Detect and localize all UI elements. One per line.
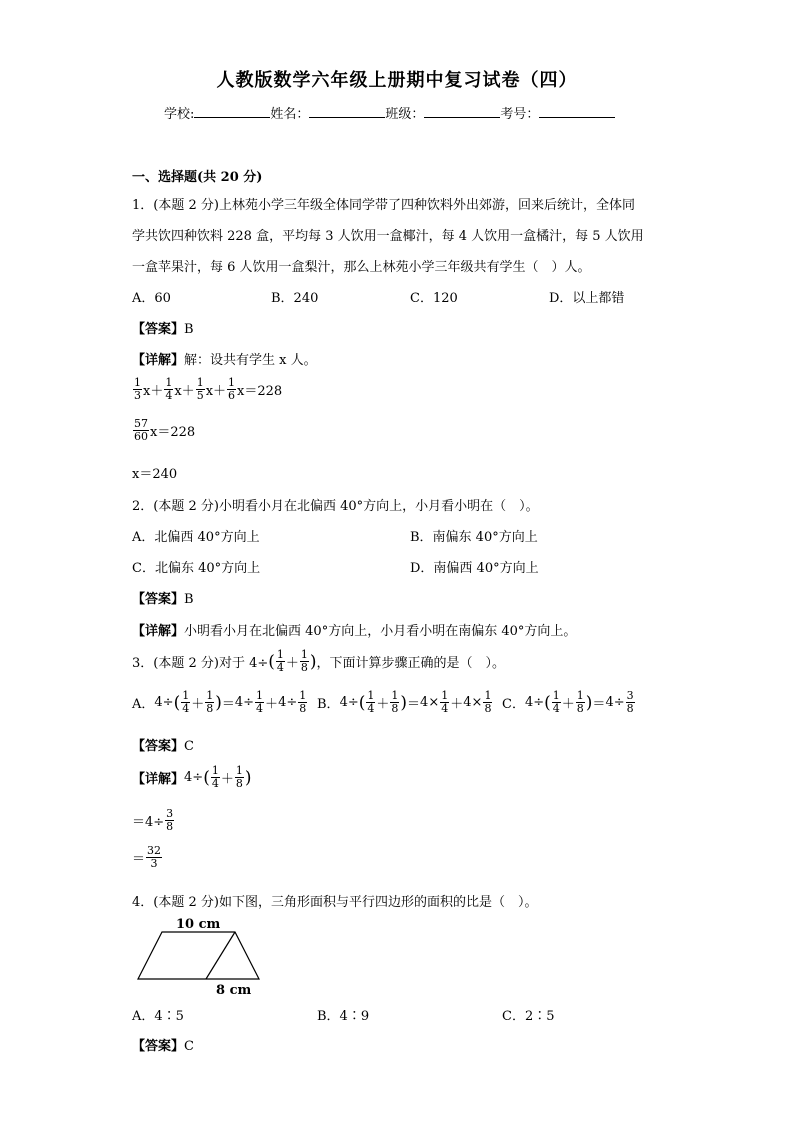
name-label: 姓名：: [270, 107, 310, 122]
detail-label: 【详解】: [132, 772, 185, 787]
page-title: 人教版数学六年级上册期中复习试卷（四）: [216, 70, 578, 91]
class-label: 班级：: [385, 107, 425, 122]
q2-option-d: D．南偏西 40°方向上: [410, 561, 539, 576]
q3-stem: 3．(本题 2 分)对于 4÷ ( $\frac{1}{4}$ ＋ $\frac{1}{8}$ ) ，下面计算步骤正确的是（ ）。: [132, 648, 506, 674]
q4-option-b: B．4∶9: [317, 1009, 370, 1024]
q1-option-a: A．60: [132, 291, 171, 306]
triangle-side: [206, 932, 235, 979]
q4-option-a: A．4∶5: [132, 1009, 184, 1024]
bottom-length-label: 8 cm: [216, 983, 252, 998]
school-blank[interactable]: [194, 105, 270, 118]
detail-text: 小明看小月在北偏西 40°方向上，小月看小明在南偏东 40°方向上。: [184, 624, 577, 639]
school-label: 学校:: [164, 107, 195, 122]
answer-label: 【答案】: [132, 739, 185, 754]
q1-option-c: C．120: [410, 291, 458, 306]
exam-no-blank[interactable]: [539, 105, 615, 118]
answer-value: B: [184, 592, 194, 607]
exam-no-label: 考号：: [500, 107, 540, 122]
name-blank[interactable]: [309, 105, 385, 118]
q4-answer: [132, 1035, 194, 1054]
q3-option-c: C． 4÷ ( $\frac{1}{4}$ ＋ $\frac{1}{8}$ ) ＝ 4÷ $\frac{3}{8}$: [502, 689, 634, 715]
answer-label: 【答案】: [132, 592, 185, 607]
q1-stem-line1: 1．(本题 2 分)上林苑小学三年级全体同学带了四种饮料外出郊游，回来后统计，全体同: [132, 198, 635, 213]
q3-step-2: ＝4÷ $\frac{3}{8}$: [132, 807, 174, 833]
answer-label: 【答案】: [132, 1039, 185, 1054]
q1-equation-2: $\frac{57}{60}$ x＝228: [134, 417, 196, 443]
parallelogram-figure: [132, 912, 272, 998]
q2-stem: 2．(本题 2 分)小明看小月在北偏西 40°方向上，小月看小明在（ ）。: [132, 499, 539, 514]
fraction: $\frac{1}{5}$: [196, 376, 204, 402]
fraction: $\frac{1}{4}$: [276, 648, 284, 674]
fraction: $\frac{1}{6}$: [228, 376, 236, 402]
q1-equation-3: x＝240: [132, 467, 178, 482]
q4-stem: 4．(本题 2 分)如下图，三角形面积与平行四边形的面积的比是（ ）。: [132, 895, 538, 910]
answer-value: C: [184, 1039, 194, 1054]
answer-value: B: [184, 322, 194, 337]
q1-option-d: D．以上都错: [549, 291, 625, 306]
q3-option-a: A． 4÷ ( $\frac{1}{4}$ ＋ $\frac{1}{8}$ ) ＝ 4÷ $\frac{1}{4}$ ＋ 4÷ $\frac{1}{8}$: [132, 689, 307, 715]
q1-stem-line3: 一盒苹果汁，每 6 人饮用一盒梨汁，那么上林苑小学三年级共有学生（ ）人。: [132, 260, 591, 275]
q2-answer: [132, 588, 194, 607]
q3-detail: 【详解】 4÷ ( $\frac{1}{4}$ ＋ $\frac{1}{8}$ ): [132, 764, 252, 790]
q1-detail: [132, 349, 317, 368]
detail-text: 解：设共有学生 x 人。: [184, 353, 317, 368]
q3-option-b: B． 4÷ ( $\frac{1}{4}$ ＋ $\frac{1}{8}$ ) ＝ 4 × $\frac{1}{4}$ ＋ 4 × $\frac{1}{8}$: [317, 689, 492, 715]
detail-label: 【详解】: [132, 353, 185, 368]
fraction: $\frac{1}{4}$: [165, 376, 173, 402]
student-info-line: [164, 103, 615, 122]
q1-option-b: B．240: [271, 291, 319, 306]
detail-label: 【详解】: [132, 624, 185, 639]
fraction: $\frac{57}{60}$: [134, 417, 148, 443]
q1-answer: [132, 318, 194, 337]
class-blank[interactable]: [424, 105, 500, 118]
q1-stem-line2: 学共饮四种饮料 228 盒，平均每 3 人饮用一盒椰汁，每 4 人饮用一盒橘汁，每 5 人饮用: [132, 229, 644, 244]
q3-step-3: ＝ $\frac{32}{3}$: [132, 844, 162, 870]
top-length-label: 10 cm: [176, 917, 221, 932]
answer-value: C: [184, 739, 194, 754]
fraction: $\frac{1}{8}$: [300, 648, 308, 674]
section-heading: 一、选择题(共 20 分): [132, 170, 263, 185]
q4-option-c: C．2∶5: [502, 1009, 555, 1024]
answer-label: 【答案】: [132, 322, 185, 337]
q2-option-c: C．北偏东 40°方向上: [132, 561, 261, 576]
fraction: $\frac{1}{3}$: [134, 376, 141, 402]
parallelogram-shape: [138, 932, 259, 979]
q2-option-a: A．北偏西 40°方向上: [132, 530, 260, 545]
q1-equation-1: $\frac{1}{3}$ x＋ $\frac{1}{4}$ x＋ $\frac{1}{5}$ x＋ $\frac{1}{6}$ x＝228: [134, 376, 283, 402]
q2-option-b: B．南偏东 40°方向上: [410, 530, 538, 545]
q3-answer: [132, 735, 194, 754]
q2-detail: [132, 620, 576, 639]
